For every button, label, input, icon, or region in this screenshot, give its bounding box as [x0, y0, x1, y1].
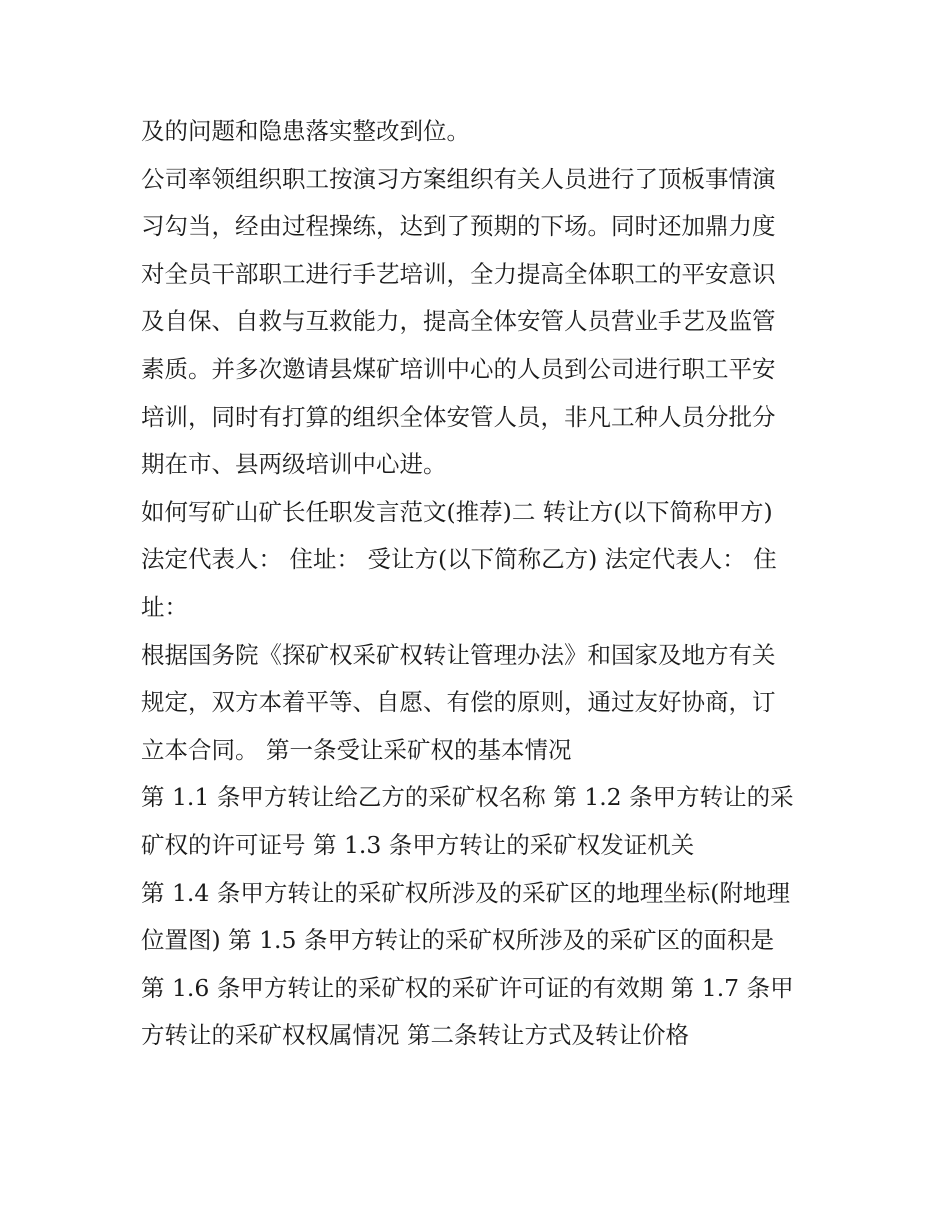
text-line: 如何写矿山矿长任职发言范文(推荐)二 转让方(以下简称甲方): [141, 497, 773, 526]
text-line: 位置图) 第 1.5 条甲方转让的采矿权所涉及的采矿区的面积是: [141, 926, 774, 955]
text-line: 及的问题和隐患落实整改到位。: [141, 117, 470, 145]
text-line: 公司率领组织职工按演习方案组织有关人员进行了顶板事情演: [141, 164, 776, 193]
text-line: 立本合同。 第一条受让采矿权的基本情况: [141, 735, 572, 764]
text-line: 及自保、自救与互救能力，提高全体安管人员营业手艺及监管: [141, 307, 776, 336]
document-body: [141, 108, 816, 1060]
text-line: 法定代表人： 住址： 受让方(以下简称乙方) 法定代表人： 住: [141, 545, 777, 574]
text-line: 习勾当，经由过程操练，达到了预期的下场。同时还加鼎力度: [141, 212, 776, 241]
text-line: 第 1.1 条甲方转让给乙方的采矿权名称 第 1.2 条甲方转让的采: [141, 783, 794, 812]
text-line: 根据国务院《探矿权采矿权转让管理办法》和国家及地方有关: [141, 640, 776, 669]
text-line: 规定，双方本着平等、自愿、有偿的原则，通过友好协商，订: [141, 688, 776, 717]
text-line: 期在市、县两级培训中心进。: [141, 450, 447, 479]
text-line: 方转让的采矿权权属情况 第二条转让方式及转让价格: [141, 1021, 689, 1050]
text-line: 培训，同时有打算的组织全体安管人员，非凡工种人员分批分: [141, 402, 776, 431]
text-line: 址：: [141, 592, 188, 621]
text-line: 第 1.4 条甲方转让的采矿权所涉及的采矿区的地理坐标(附地理: [141, 878, 790, 907]
text-line: 第 1.6 条甲方转让的采矿权的采矿许可证的有效期 第 1.7 条甲: [141, 973, 794, 1002]
text-line: 矿权的许可证号 第 1.3 条甲方转让的采矿权发证机关: [141, 830, 695, 859]
text-line: 对全员干部职工进行手艺培训，全力提高全体职工的平安意识: [141, 259, 776, 288]
text-line: 素质。并多次邀请县煤矿培训中心的人员到公司进行职工平安: [141, 354, 776, 383]
